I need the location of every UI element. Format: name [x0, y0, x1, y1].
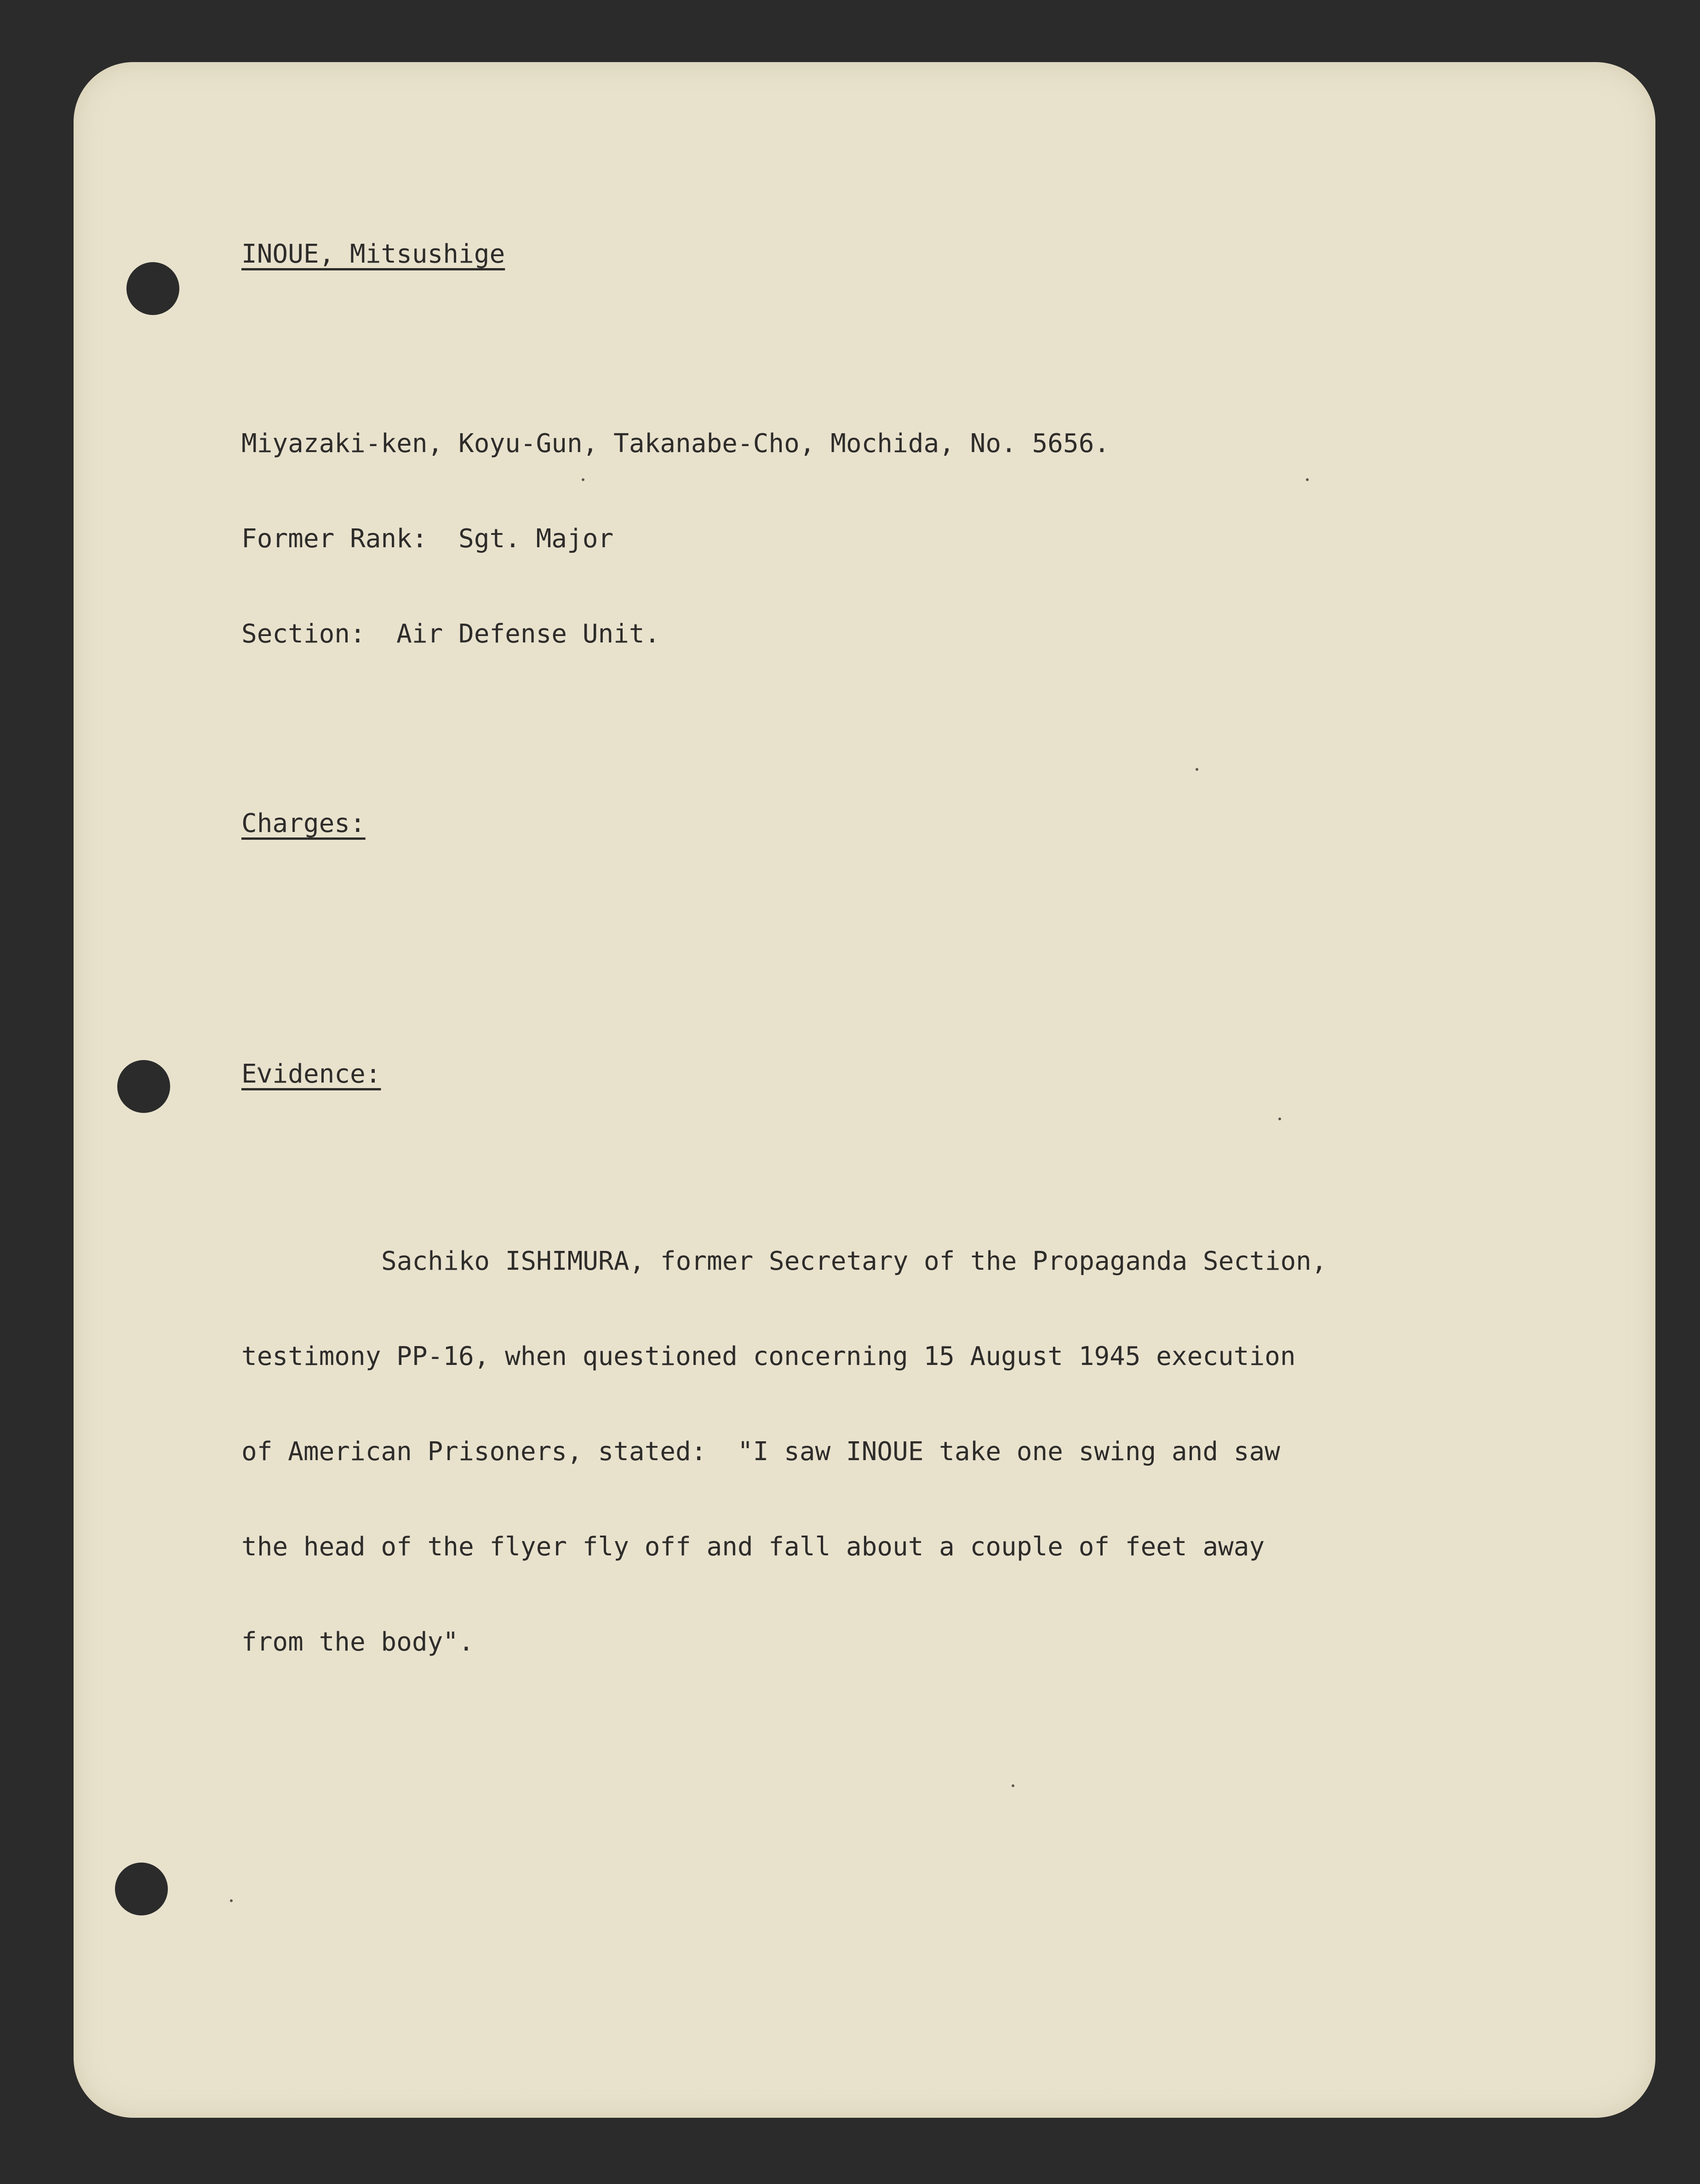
evidence-heading: Evidence: [241, 1059, 381, 1089]
punch-hole [115, 1863, 168, 1915]
punch-hole [117, 1060, 170, 1113]
rank-line: Former Rank: Sgt. Major [241, 524, 614, 554]
charges-heading: Charges: [241, 808, 366, 838]
person-name-heading: INOUE, Mitsushige [241, 239, 505, 269]
punch-hole [126, 262, 179, 315]
paper-speck [1012, 1784, 1014, 1787]
evidence-line: the head of the flyer fly off and fall about a couple of feet away [241, 1532, 1265, 1562]
evidence-line: from the body". [241, 1627, 474, 1657]
paper-speck [230, 1899, 233, 1902]
document-body [241, 175, 1327, 1690]
evidence-line: of American Prisoners, stated: "I saw INOUE take one swing and saw [241, 1437, 1280, 1467]
evidence-line: Sachiko ISHIMURA, former Secretary of the Propaganda Section, [381, 1246, 1327, 1276]
address-line: Miyazaki-ken, Koyu-Gun, Takanabe-Cho, Mochida, No. 5656. [241, 429, 1110, 459]
evidence-line: testimony PP-16, when questioned concerning 15 August 1945 execution [241, 1341, 1296, 1371]
section-line: Section: Air Defense Unit. [241, 619, 660, 649]
